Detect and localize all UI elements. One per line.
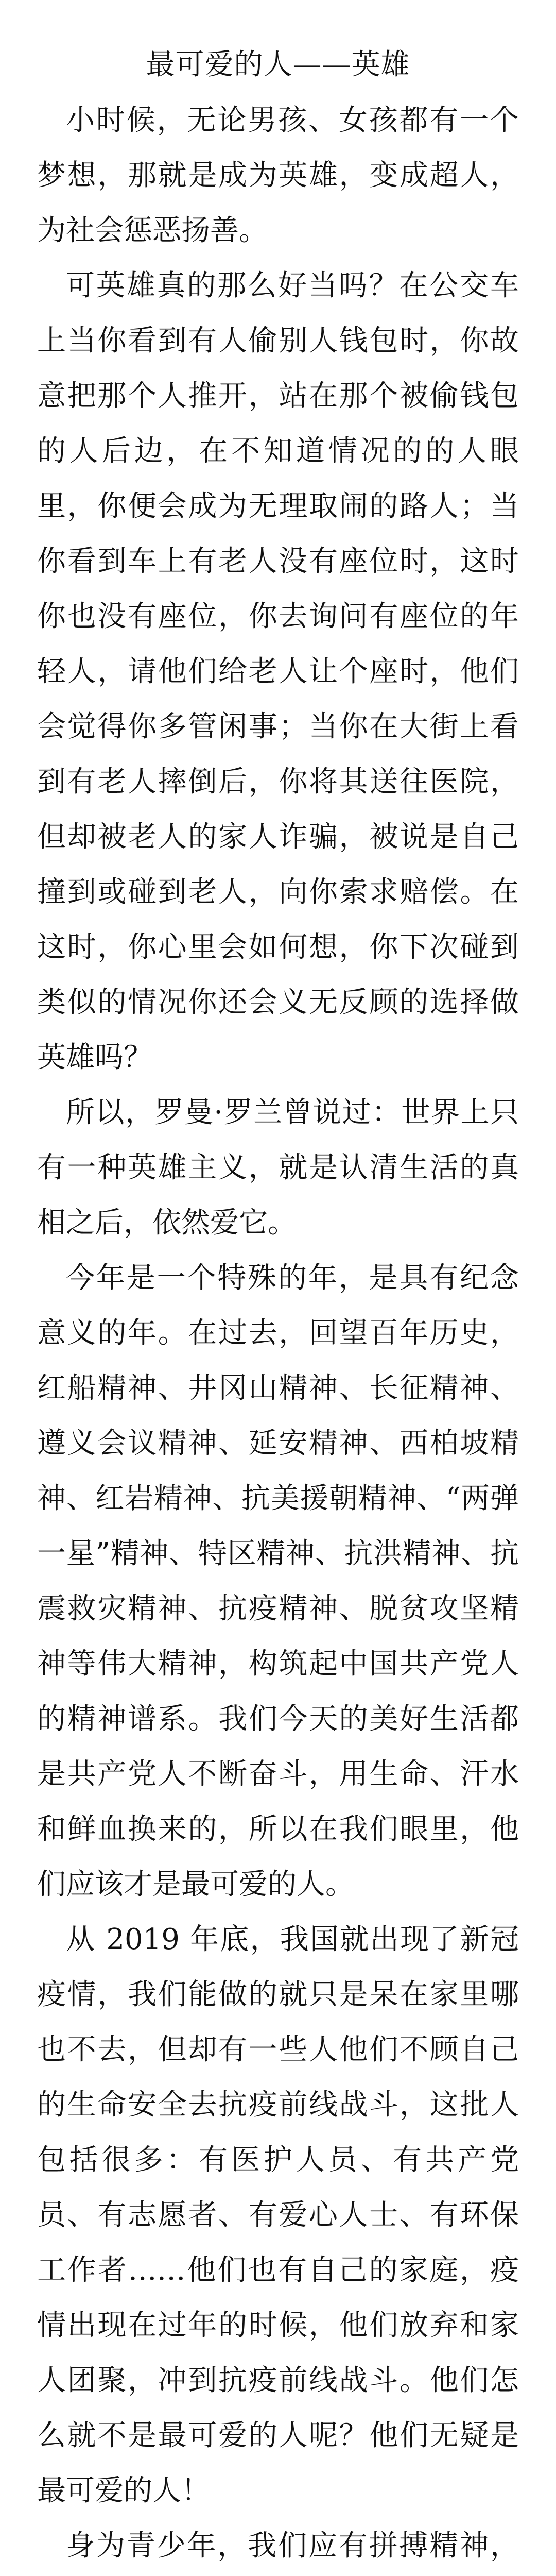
essay-paragraph-3: 所以，罗曼·罗兰曾说过：世界上只有一种英雄主义，就是认清生活的真相之后，依然爱它。: [37, 1096, 519, 1240]
essay-title: 最可爱的人——英雄: [146, 48, 410, 81]
essay-paragraph-6: 身为青少年，我们应有拼搏精神，: [66, 2529, 519, 2563]
essay-paragraph-5: 从 2019 年底，我国就出现了新冠疫情，我们能做的就只是呆在家里哪也不去，但却有一些人他们不顾自己的生命安全去抗疫前线战斗，这批人包括很多：有医护人员、有共产党员、有志愿者、有爱心人士、有环保工作者……他们也有自己的家庭，疫情出现在过年的时候，他们放弃和家人团聚，冲到抗疫前线战斗。他们怎么就不是最可爱的人呢？他们无疑是最可爱的人！: [37, 1923, 519, 2507]
essay-paragraph-4: 今年是一个特殊的年，是具有纪念意义的年。在过去，回望百年历史，红船精神、井冈山精神、长征精神、遵义会议精神、延安精神、西柏坡精神、红岩精神、抗美援朝精神、“两弹一星”精神、特区精神、抗洪精神、抗震救灾精神、抗疫精神、脱贫攻坚精神等伟大精神，构筑起中国共产党人的精神谱系。我们今天的美好生活都是共产党人不断奋斗，用生命、汗水和鲜血换来的，所以在我们眼里，他们应该才是最可爱的人。: [37, 1261, 519, 1901]
essay-paragraph-2: 可英雄真的那么好当吗？在公交车上当你看到有人偷别人钱包时，你故意把那个人推开，站在那个被偷钱包的人后边，在不知道情况的的人眼里，你便会成为无理取闹的路人；当你看到车上有老人没有座位时，这时你也没有座位，你去询问有座位的年轻人，请他们给老人让个座时，他们会觉得你多管闲事；当你在大街上看到有老人摔倒后，你将其送往医院，但却被老人的家人诈骗，被说是自己撞到或碰到老人，向你索求赔偿。在这时，你心里会如何想，你下次碰到类似的情况你还会义无反顾的选择做英雄吗？: [37, 269, 519, 1074]
essay-paragraph-1: 小时候，无论男孩、女孩都有一个梦想，那就是成为英雄，变成超人，为社会惩恶扬善。: [37, 104, 519, 247]
